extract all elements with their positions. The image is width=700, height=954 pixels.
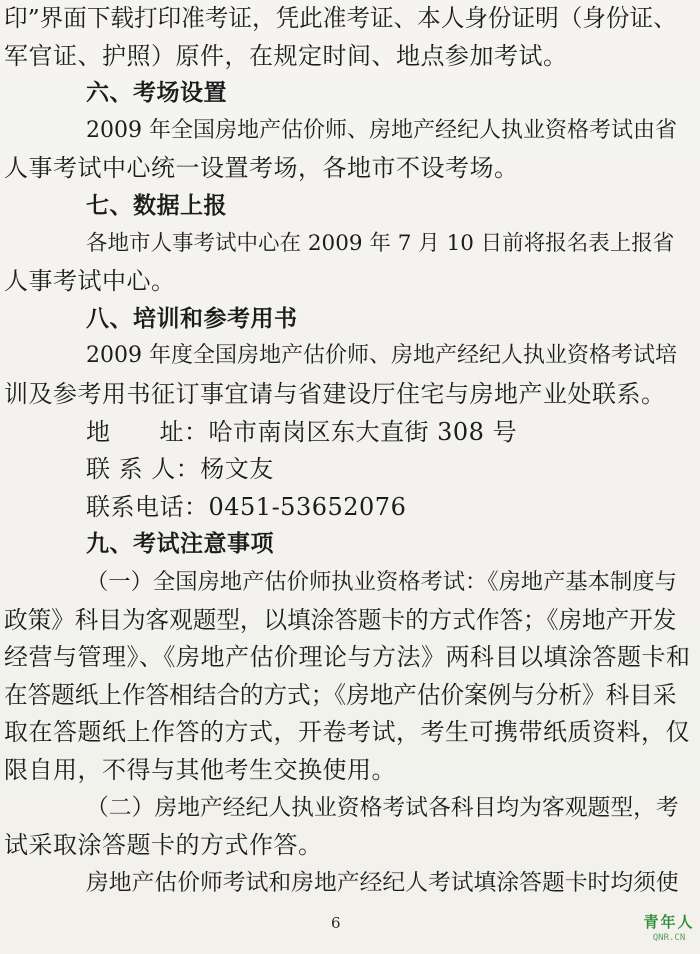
section-heading-data-report: 七、数据上报 (86, 193, 227, 219)
paragraph-line: （二）房地产经纪人执业资格考试各科目均为客观题型，考 (86, 795, 679, 821)
paragraph-line: 政策》科目为客观题型，以填涂答题卡的方式作答；《房地产开发 (4, 606, 677, 634)
paragraph-line: 人事考试中心统一设置考场，各地市不设考场。 (4, 154, 519, 182)
section-heading-exam-notes: 九、考试注意事项 (86, 531, 274, 557)
contact-phone: 联系电话：0451-53652076 (86, 493, 407, 521)
watermark-domain: QNR.CN (652, 933, 686, 943)
paragraph-line: 在答题纸上作答相结合的方式；《房地产估价案例与分析》科目采 (4, 681, 677, 709)
paragraph-line: 经营与管理》、《房地产估价理论与方法》两科目以填涂答题卡和 (4, 643, 691, 671)
paragraph-line: 各地市人事考试中心在 2009 年 7 月 10 日前将报名表上报省 (86, 231, 675, 256)
section-heading-training: 八、培训和参考用书 (86, 306, 298, 332)
paragraph-line: 房地产估价师考试和房地产经纪人考试填涂答题卡时均须使 (86, 870, 679, 896)
watermark-text: 青年人 (643, 913, 695, 931)
paragraph-line: （一）全国房地产估价师执业资格考试：《房地产基本制度与 (86, 569, 677, 595)
paragraph-line: 取在答题纸上作答的方式，开卷考试，考生可携带纸质资料，仅 (4, 718, 690, 746)
paragraph-line: 试采取涂答题卡的方式作答。 (4, 831, 323, 859)
page-number: 6 (331, 914, 341, 932)
paragraph-line: 2009 年度全国房地产估价师、房地产经纪人执业资格考试培 (86, 343, 677, 368)
contact-person: 联 系 人：杨文友 (86, 455, 274, 483)
paragraph-line: 限自用，不得与其他考生交换使用。 (4, 756, 396, 784)
paragraph-line: 人事考试中心。 (4, 267, 176, 295)
section-heading-exam-venue: 六、考场设置 (86, 80, 227, 106)
contact-address: 地 址：哈市南岗区东大直街 308 号 (86, 418, 518, 446)
paragraph-line: 印”界面下载打印准考证，凭此准考证、本人身份证明（身份证、 (4, 4, 677, 32)
paragraph-line: 军官证、护照）原件，在规定时间、地点参加考试。 (4, 42, 568, 70)
paragraph-line: 2009 年全国房地产估价师、房地产经纪人执业资格考试由省 (86, 118, 677, 143)
watermark-logo (640, 912, 698, 952)
paragraph-line: 训及参考用书征订事宜请与省建设厅住宅与房地产业处联系。 (4, 380, 666, 408)
